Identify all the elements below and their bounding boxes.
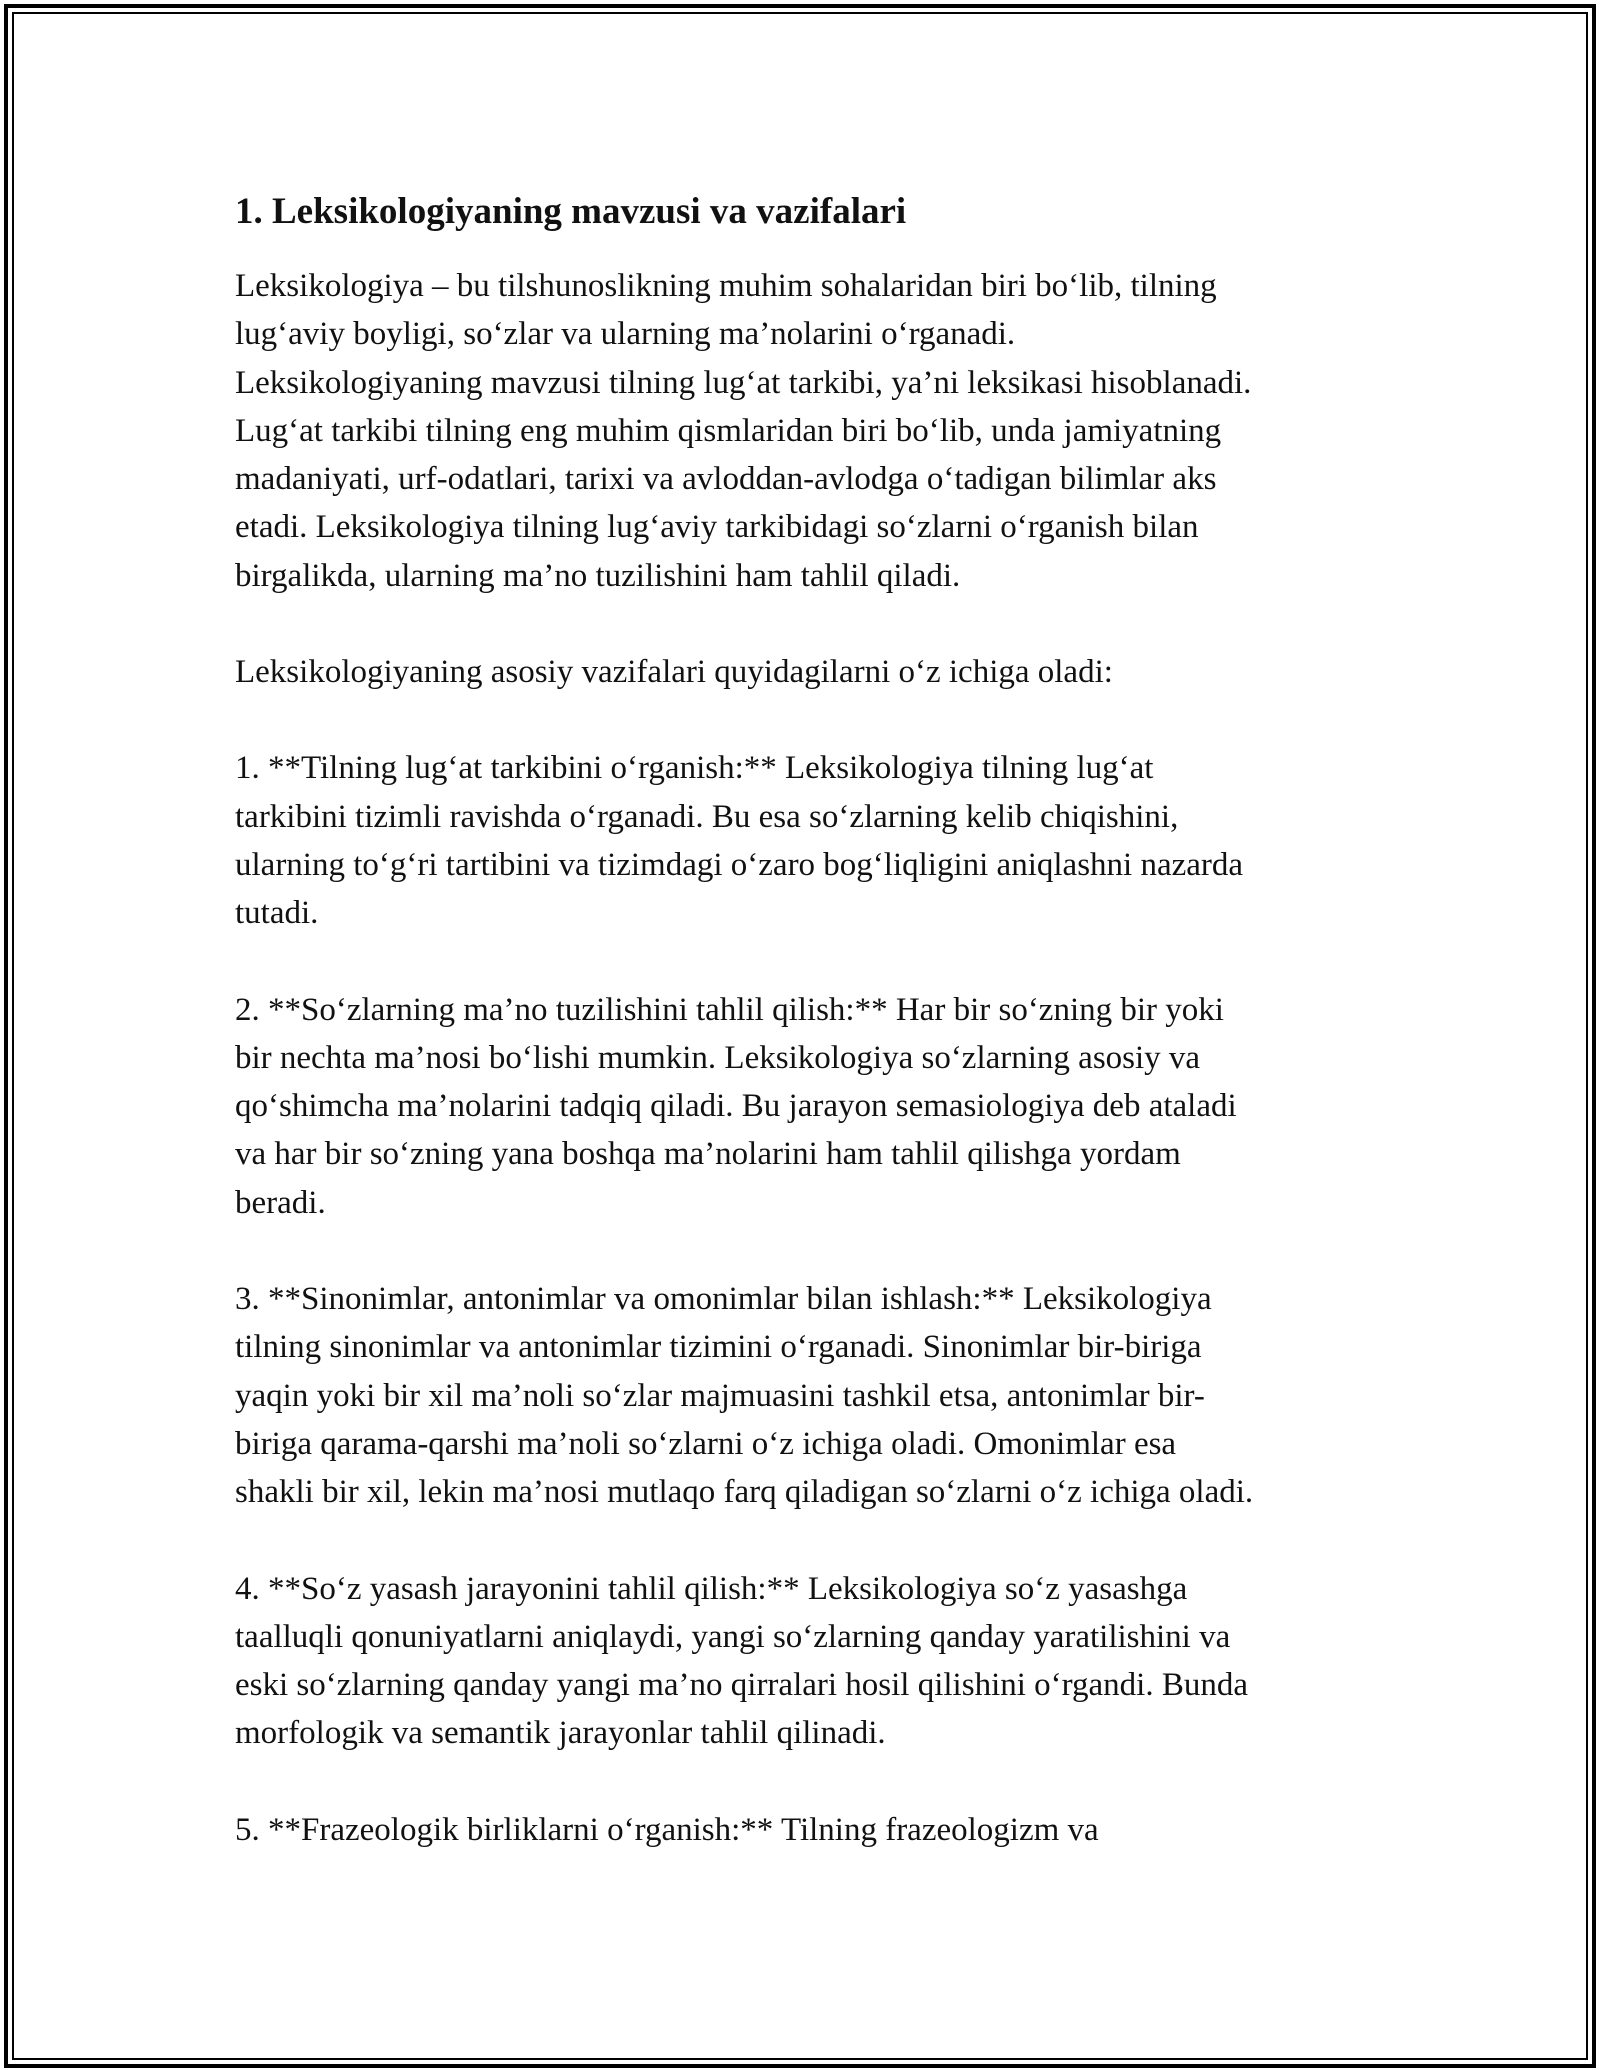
- list-item-4: 4. **So‘z yasash jarayonini tahlil qilish:** Leksikologiya so‘z yasashga taalluqli qonuniyatlarni aniqlaydi, yangi so‘zlarning qanday yaratilishini va eski so‘zlarning qanday yangi ma’no qirralari hosil qilishini o‘rgandi. Bunda morfologik va semantik jarayonlar tahlil qilinadi.: [235, 1570, 1249, 1752]
- intro-paragraph: Leksikologiya – bu tilshunoslikning muhim sohalaridan biri bo‘lib, tilning lug‘aviy boyligi, so‘zlar va ularning ma’nolarini o‘rganadi. Leksikologiyaning mavzusi tilning lug‘at tarkibi, ya’ni leksikasi hisoblanadi. Lug‘at tarkibi tilning eng muhim qismlaridan biri bo‘lib, unda jamiyatning madaniyati, urf-odatlari, tarixi va avloddan-avlodga o‘tadigan bilimlar aks etadi. Leksikologiya tilning lug‘aviy tarkibidagi so‘zlarni o‘rganish bilan birgalikda, ularning ma’no tuzilishini ham tahlil qiladi.: [235, 268, 1252, 594]
- section-heading: 1. Leksikologiyaning mavzusi va vazifalari: [235, 191, 907, 232]
- document-body: [235, 188, 1375, 1902]
- list-item-5: 5. **Frazeologik birliklarni o‘rganish:** Tilning frazeologizm va: [235, 1811, 1099, 1848]
- list-item-1: 1. **Tilning lug‘at tarkibini o‘rganish:** Leksikologiya tilning lug‘at tarkibini tizimli ravishda o‘rganadi. Bu esa so‘zlarning kelib chiqishini, ularning to‘g‘ri tartibini va tizimdagi o‘zaro bog‘liqligini aniqlashni nazarda tutadi.: [235, 750, 1244, 932]
- tasks-intro-paragraph: Leksikologiyaning asosiy vazifalari quyidagilarni o‘z ichiga oladi:: [235, 654, 1113, 691]
- list-item-3: 3. **Sinonimlar, antonimlar va omonimlar bilan ishlash:** Leksikologiya tilning sinonimlar va antonimlar tizimini o‘rganadi. Sinonimlar bir-biriga yaqin yoki bir xil ma’noli so‘zlar majmuasini tashkil etsa, antonimlar bir- biriga qarama-qarshi ma’noli so‘zlarni o‘z ichiga oladi. Omonimlar esa shakli bir xil, lekin ma’nosi mutlaqo farq qiladigan so‘zlarni o‘z ichiga oladi.: [235, 1281, 1254, 1511]
- list-item-2: 2. **So‘zlarning ma’no tuzilishini tahlil qilish:** Har bir so‘zning bir yoki bir nechta ma’nosi bo‘lishi mumkin. Leksikologiya so‘zlarning asosiy va qo‘shimcha ma’nolarini tadqiq qiladi. Bu jarayon semasiologiya deb ataladi va har bir so‘zning yana boshqa ma’nolarini ham tahlil qilishga yordam beradi.: [235, 991, 1237, 1221]
